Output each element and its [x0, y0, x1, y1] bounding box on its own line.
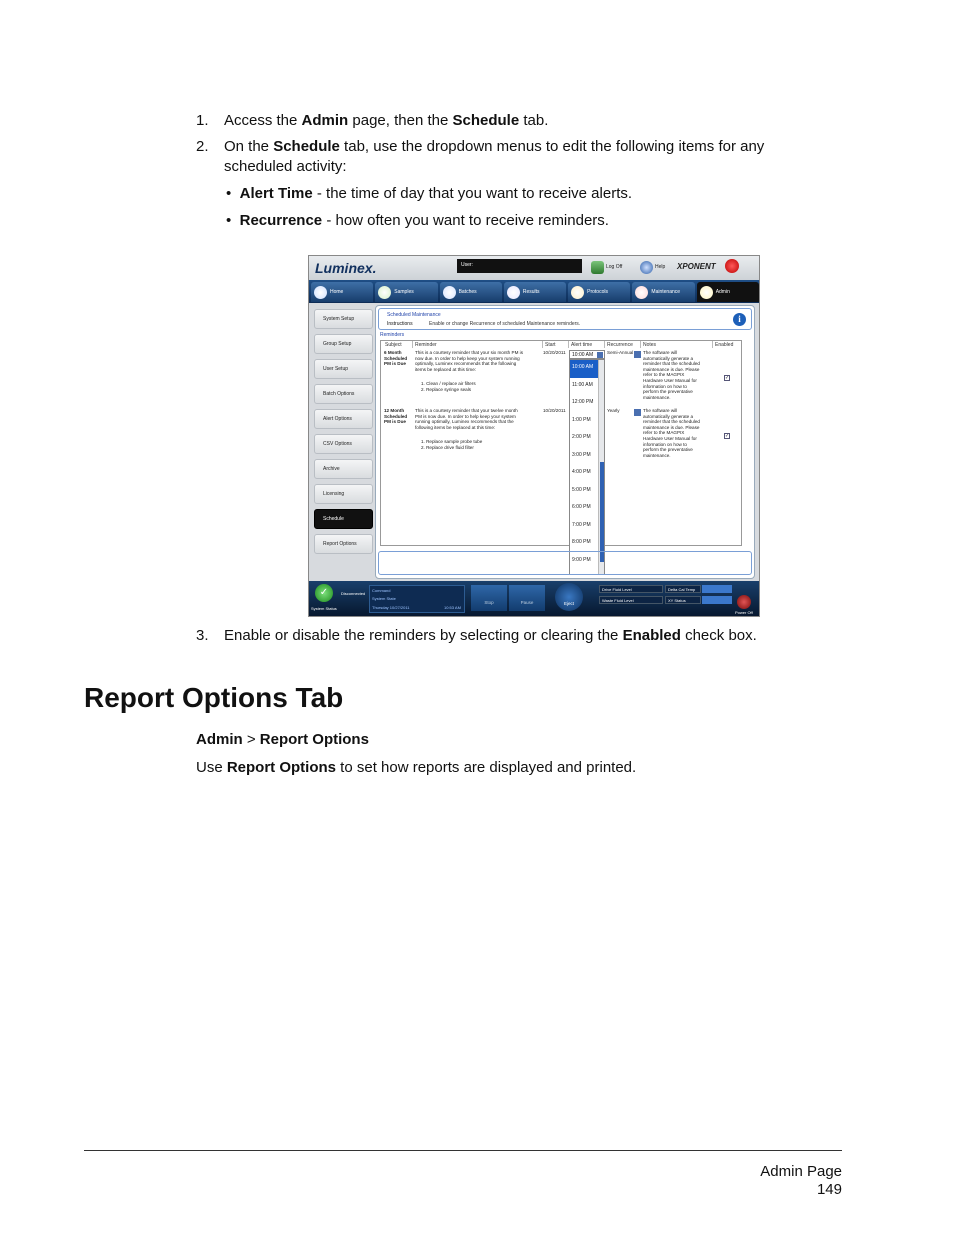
sidebar-item-alert-options[interactable]: Alert Options [314, 409, 373, 429]
pause-button[interactable] [509, 585, 545, 611]
text-line: 2. Replace syringe seals [421, 386, 472, 392]
text-line: perform the preventative [643, 389, 693, 395]
recurrence-dropdown-icon[interactable] [634, 409, 641, 416]
text-line: automatically generate a [643, 355, 694, 361]
step-text: check box. [680, 627, 757, 644]
alert-time-option[interactable]: 7:00 PM [572, 521, 591, 528]
row2-enabled-checkbox[interactable]: ✓ [725, 433, 730, 439]
alert-time-option[interactable]: 9:00 PM [572, 556, 591, 563]
col-alert-time: Alert time [571, 342, 593, 348]
bullet-text: - how often you want to receive reminders. [322, 212, 609, 229]
desc-text: Use [196, 759, 227, 776]
tab-results[interactable] [504, 282, 566, 302]
reminder-detail-box [378, 551, 752, 575]
drive-fluid-label: Drive Fluid Level [599, 585, 663, 593]
pause-label: Pause [520, 600, 534, 605]
path-separator: > [242, 731, 260, 748]
app-top-bar [309, 256, 759, 280]
scheduled-maintenance-header [378, 308, 752, 330]
alert-time-option[interactable]: 5:00 PM [572, 486, 591, 493]
logoff-button[interactable] [591, 260, 622, 274]
alert-time-option[interactable]: 8:00 PM [572, 539, 591, 545]
header-title: Scheduled Maintenance [387, 312, 441, 318]
text-line: maintenance is due. Please [643, 424, 700, 430]
help-button[interactable] [640, 260, 665, 274]
reminders-label: Reminders [380, 332, 405, 338]
row2-subject [384, 408, 407, 425]
desc-text: to set how reports are displayed and printed. [336, 759, 637, 776]
text-line: Scheduled [384, 413, 408, 419]
alert-time-dropdown[interactable] [569, 350, 605, 359]
tab-batches[interactable] [440, 282, 502, 302]
desc-term: Report Options [226, 759, 337, 776]
sidebar-item-archive[interactable]: Archive [314, 459, 373, 479]
text-line: information on how to [643, 383, 687, 389]
text-line: following items be replaced at this time: [415, 424, 496, 430]
text-line: PM is Due [384, 419, 406, 425]
col-notes: Notes [643, 342, 657, 348]
stop-button[interactable] [471, 585, 507, 611]
admin-sidebar [311, 305, 375, 581]
sidebar-item-schedule[interactable]: Schedule [314, 509, 373, 529]
tab-label: Admin [715, 289, 730, 295]
tab-label: Maintenance [651, 289, 681, 295]
alert-time-value: 10:00 AM [572, 352, 594, 358]
delta-cal-label: Delta Cal Temp [665, 585, 701, 593]
sidebar-item-report-options[interactable]: Report Options [314, 534, 373, 554]
sidebar-item-batch-options[interactable]: Batch Options [314, 384, 373, 404]
text-line: The software will [643, 350, 678, 355]
path-admin: Admin [196, 731, 243, 748]
text-line: maintenance. [643, 452, 671, 458]
text-line: running optimally, Luminex recommends that the [415, 419, 514, 425]
status-light-icon [725, 259, 739, 273]
text-line: refer to the MAGPIX [643, 372, 685, 378]
bullet-text: - the time of day that you want to receive alerts. [312, 185, 633, 202]
text-line: This is a courtesy reminder that your six month PM is [415, 350, 523, 355]
row1-notes [643, 350, 700, 400]
text-line: reminder that the scheduled [643, 419, 700, 425]
row2-start: 10/20/2011 [543, 408, 566, 413]
user-label: User: [461, 262, 473, 268]
step-number: 2. [196, 138, 209, 155]
bullet-alert-time: • Alert Time - the time of day that you want to receive alerts. [226, 185, 633, 202]
step-text: Access the [224, 112, 302, 129]
tab-label: Home [330, 289, 344, 295]
luminex-logo: Luminex. [315, 260, 377, 276]
text-line: reminder that the scheduled [643, 361, 700, 367]
delta-cal-bar [702, 585, 732, 593]
schedule-tab-screenshot [308, 255, 760, 617]
help-label: Help [655, 264, 666, 270]
row2-recurrence: Yearly [607, 408, 620, 413]
text-line: 6 Month [384, 350, 402, 355]
col-recurrence: Recurrence [607, 342, 633, 348]
footer-rule [84, 1150, 842, 1151]
tab-maintenance[interactable] [632, 282, 694, 302]
row2-reminder [415, 408, 518, 430]
results-icon [507, 286, 520, 299]
page-number: 149 [816, 1181, 842, 1198]
command-label: Command [372, 588, 391, 593]
eject-button[interactable] [555, 583, 583, 611]
tab-label: Batches [458, 289, 477, 295]
col-enabled: Enabled [715, 342, 734, 348]
path-report-options: Report Options [259, 731, 369, 748]
sidebar-item-licensing[interactable]: Licensing [314, 484, 373, 504]
eject-label: Eject [563, 601, 574, 606]
alert-time-option[interactable]: 6:00 PM [572, 504, 591, 510]
alert-time-option[interactable]: 10:00 AM [570, 360, 604, 378]
alert-time-options[interactable] [569, 359, 605, 575]
step-term-enabled: Enabled [622, 627, 681, 644]
sidebar-item-group-setup[interactable]: Group Setup [314, 334, 373, 354]
command-box [369, 585, 465, 613]
alert-time-option[interactable]: 11:00 AM [572, 381, 593, 388]
alert-time-option[interactable]: 3:00 PM [572, 451, 591, 458]
text-line: refer to the MAGPIX [643, 430, 685, 436]
tab-label: Protocols [587, 289, 608, 295]
samples-icon [378, 286, 391, 299]
step-text-cont: scheduled activity: [224, 158, 347, 175]
alert-time-option[interactable]: 4:00 PM [572, 469, 591, 475]
date-label: Thursday 10/27/2011 [372, 605, 410, 610]
maintenance-icon [635, 286, 648, 299]
col-reminder: Reminder [415, 342, 437, 348]
step-text: On the [224, 138, 274, 155]
text-line: Scheduled [384, 355, 408, 361]
sidebar-item-csv-options[interactable]: CSV Options [314, 434, 373, 454]
logoff-icon [591, 261, 604, 274]
text-line: PM is Due [384, 361, 406, 367]
section-heading: Report Options Tab [84, 682, 344, 713]
text-line: maintenance is due. Please [643, 366, 700, 372]
time-label: 10:53 AM [444, 605, 461, 610]
text-line: This is a courtesy reminder that your twelve month [415, 408, 518, 413]
bullet-term: Alert Time [239, 185, 313, 202]
col-subject: Subject [385, 342, 402, 348]
sidebar-item-system-setup[interactable]: System Setup [314, 309, 373, 329]
tab-protocols[interactable] [568, 282, 630, 302]
alert-time-option[interactable]: 2:00 PM [572, 434, 591, 440]
alert-time-option[interactable]: 1:00 PM [572, 416, 591, 423]
logoff-label: Log Off [606, 264, 623, 270]
text-line: 1. Clean / replace air filters [421, 381, 476, 386]
home-icon [314, 286, 327, 299]
page-footer [760, 1163, 842, 1199]
row1-recurrence: Semi-Annual [607, 350, 634, 355]
tab-home[interactable] [311, 282, 373, 302]
step-term-schedule: Schedule [273, 138, 340, 155]
xy-status-bar [702, 596, 732, 604]
text-line: The software will [643, 408, 678, 413]
text-line: Hardware User Manual for [643, 435, 697, 441]
nav-path [196, 731, 369, 748]
text-line: maintenance. [643, 394, 671, 400]
tab-samples[interactable] [375, 282, 437, 302]
text-line: 2. Replace drive fluid filter [421, 444, 474, 450]
text-line: 12 Month [384, 408, 405, 413]
alert-time-option[interactable]: 12:00 PM [572, 399, 594, 405]
step-number: 1. [196, 112, 209, 129]
protocols-icon [571, 286, 584, 299]
step-number: 3. [196, 627, 209, 644]
user-field [457, 259, 582, 273]
admin-icon [700, 286, 713, 299]
status-bar [309, 581, 759, 616]
system-state-label: System State [372, 596, 396, 601]
schedule-panel [375, 305, 755, 579]
system-status-label: System Status [311, 606, 337, 611]
help-icon [640, 261, 653, 274]
step-text: Enable or disable the reminders by selecting or clearing the [224, 627, 623, 644]
instructions-label: Instructions [387, 321, 413, 327]
text-line: now due. In order to help keep your system running [415, 355, 520, 361]
step-text: tab. [519, 112, 549, 129]
row1-reminder [415, 350, 523, 372]
instructions-text: Enable or change Recurrence of scheduled Maintenance reminders. [429, 321, 581, 327]
text-line: perform the preventative [643, 447, 693, 453]
col-start: Start [545, 342, 556, 348]
text-line: automatically generate a [643, 413, 694, 419]
dropdown-scrollbar[interactable] [598, 360, 604, 574]
text-line: PM is now due. In order to help keep your system [415, 413, 516, 419]
reminders-grid [380, 340, 742, 563]
text-line: information on how to [643, 441, 687, 447]
batches-icon [443, 286, 456, 299]
tab-label: Samples [394, 289, 414, 295]
row1-subject [384, 350, 407, 367]
row1-items [421, 381, 476, 392]
stop-label: Stop [484, 600, 494, 605]
power-off-label: Power Off [735, 610, 753, 615]
text-line: 1. Replace sample probe tube [421, 439, 483, 444]
tab-admin[interactable] [697, 282, 759, 302]
main-nav [309, 280, 759, 303]
step-text: tab, use the dropdown menus to edit the following items for any [339, 138, 765, 155]
tab-label: Results [522, 289, 540, 295]
step-text: page, then the [348, 112, 453, 129]
text-line: items be replaced at this time: [415, 366, 477, 372]
footer-section: Admin Page [760, 1163, 842, 1180]
text-line: Hardware User Manual for [643, 377, 697, 383]
recurrence-dropdown-icon[interactable] [634, 351, 641, 358]
row2-items [421, 439, 482, 450]
disconnected-label: Disconnected [341, 591, 366, 596]
bullet-term: Recurrence [239, 212, 323, 229]
step-term-schedule: Schedule [452, 112, 520, 129]
scrollbar-thumb[interactable] [600, 462, 604, 562]
xponent-brand: XPONENT [677, 262, 716, 271]
power-off-icon[interactable] [737, 595, 751, 609]
row1-start: 10/20/2011 [543, 350, 566, 355]
bullet-recurrence: • Recurrence - how often you want to receive reminders. [226, 212, 609, 229]
info-icon[interactable]: i [733, 313, 746, 326]
chevron-down-icon[interactable] [597, 352, 603, 358]
section-description [196, 759, 636, 776]
sidebar-item-user-setup[interactable]: User Setup [314, 359, 373, 379]
row1-enabled-checkbox[interactable]: ✓ [725, 375, 730, 381]
xy-status-label: XY Status [665, 596, 701, 604]
waste-fluid-label: Waste Fluid Level [599, 596, 663, 604]
row2-notes [643, 408, 700, 458]
check-icon[interactable]: ✓ [315, 584, 333, 602]
text-line: optimally, Luminex recommends that the following [415, 361, 517, 367]
step-term-admin: Admin [301, 112, 349, 129]
